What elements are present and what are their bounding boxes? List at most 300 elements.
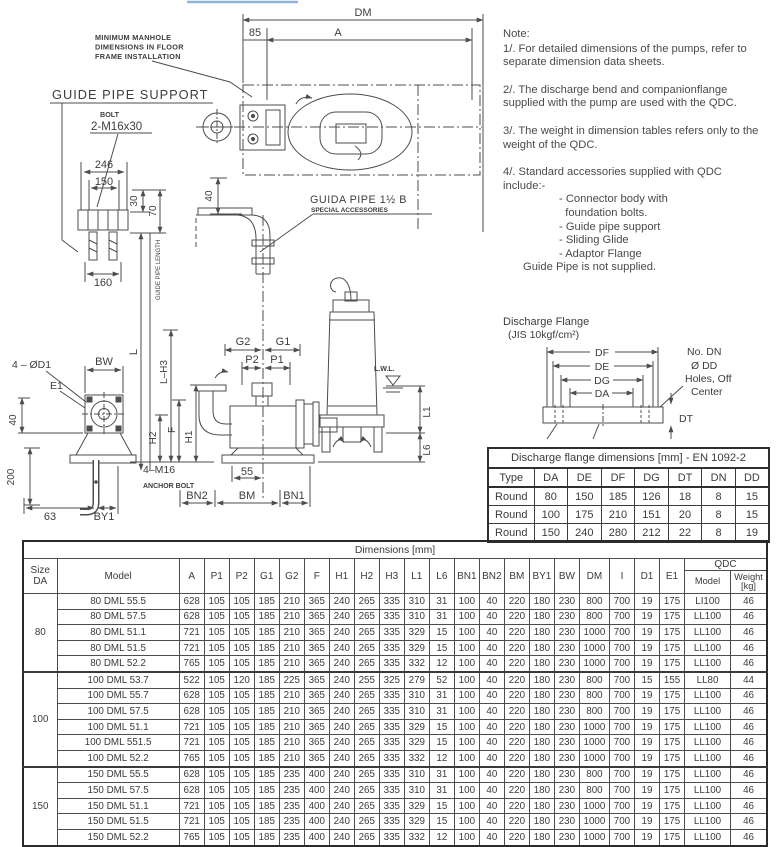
dim-a: A [334, 27, 342, 39]
dim-cell: 40 [479, 719, 504, 735]
dim-p1: P1 [270, 354, 284, 366]
dim-cell: 365 [304, 640, 329, 656]
dim-cell: 105 [229, 625, 254, 641]
dim-cell: 220 [504, 672, 529, 688]
dim-cell: 105 [204, 735, 229, 751]
dim-cell: LL100 [685, 750, 731, 766]
manhole-note-line3: FRAME INSTALLATION [95, 52, 181, 61]
dim-cell: 175 [659, 829, 684, 845]
dim-cell: 15 [429, 719, 454, 735]
dim-cell: 325 [379, 672, 404, 688]
dim-cell: 765 [179, 656, 204, 672]
dim-cell: 19 [634, 767, 659, 783]
dim-cell: LL100 [685, 609, 731, 625]
dim-cell: 100 [454, 640, 479, 656]
size-da-cell: 100 [23, 672, 57, 767]
flange-cell: Round [488, 487, 534, 506]
dim-200: 200 [6, 468, 17, 486]
flange-table-body [488, 487, 769, 542]
dim-cell: 31 [429, 609, 454, 625]
flange-col-header: DE [568, 468, 602, 487]
dim-cell: 240 [329, 829, 354, 845]
table-row [23, 814, 767, 830]
dim-cell: 332 [404, 750, 429, 766]
dim-cell: 46 [731, 594, 767, 610]
flange-cell: 185 [601, 487, 635, 506]
dim-cell: 335 [379, 783, 404, 799]
dim-cell: 31 [429, 688, 454, 704]
note-paragraph: 3/. The weight in dimension tables refers only to the weight of the QDC. [503, 124, 759, 151]
dim-cell: 310 [404, 609, 429, 625]
model-cell: 80 DML 51.1 [57, 625, 179, 641]
dim-cell: 230 [554, 704, 579, 720]
dim-cell: 175 [659, 735, 684, 751]
dim-cell: 40 [479, 640, 504, 656]
dim-cell: 230 [554, 767, 579, 783]
dim-cell: LL100 [685, 688, 731, 704]
dim-cell: 800 [579, 594, 609, 610]
dim-cell: 40 [479, 814, 504, 830]
dim-cell: 365 [304, 735, 329, 751]
dim-cell: 329 [404, 625, 429, 641]
dim-cell: 800 [579, 767, 609, 783]
dim-cell: 700 [609, 656, 634, 672]
dim-p2: P2 [245, 354, 259, 366]
dim-cell: 105 [204, 783, 229, 799]
col-header: BY1 [529, 559, 554, 594]
dim-cell: 721 [179, 719, 204, 735]
dim-cell: 210 [279, 640, 304, 656]
dim-cell: 19 [634, 735, 659, 751]
dim-cell: 180 [529, 735, 554, 751]
bolt-label: BOLT [100, 110, 120, 119]
dim-cell: 240 [329, 783, 354, 799]
dim-cell: 1000 [579, 735, 609, 751]
dim-cell: 19 [634, 609, 659, 625]
dim-cell: 100 [454, 750, 479, 766]
dim-cell: 19 [634, 625, 659, 641]
model-cell: 80 DML 55.5 [57, 594, 179, 610]
flange-cell: 210 [601, 506, 635, 524]
dim-cell: 240 [329, 688, 354, 704]
notes-paragraphs [503, 43, 765, 194]
model-cell: 150 DML 55.5 [57, 767, 179, 783]
dim-l-h3: L–H3 [159, 360, 170, 384]
dim-cell: 185 [254, 767, 279, 783]
table-row [23, 719, 767, 735]
dim-cell: 220 [504, 783, 529, 799]
dim-cell: 700 [609, 704, 634, 720]
dim-cell: 185 [254, 783, 279, 799]
dim-cell: 1000 [579, 719, 609, 735]
dim-cell: 240 [329, 719, 354, 735]
flange-label-holes: Holes, Off [685, 373, 732, 385]
notes-title: Note: [503, 28, 530, 40]
accessory-item: - Sliding Glide [559, 234, 629, 247]
dim-cell: 175 [659, 609, 684, 625]
dim-cell: 19 [634, 798, 659, 814]
dim-40-flange: 40 [8, 414, 19, 426]
dim-cell: 185 [254, 750, 279, 766]
dim-cell: 225 [279, 672, 304, 688]
dim-cell: 265 [354, 688, 379, 704]
dim-cell: 105 [229, 767, 254, 783]
dim-cell: 220 [504, 594, 529, 610]
dim-cell: 46 [731, 735, 767, 751]
dim-cell: 220 [504, 829, 529, 845]
dim-cell: 100 [454, 594, 479, 610]
dim-cell: 265 [354, 798, 379, 814]
dim-cell: 329 [404, 735, 429, 751]
dim-cell: 180 [529, 594, 554, 610]
dim-cell: 335 [379, 609, 404, 625]
dim-cell: 19 [634, 719, 659, 735]
flange-label-dn: No. DN [687, 346, 722, 358]
accessory-item: - Connector body with [559, 193, 668, 206]
dim-cell: 235 [279, 783, 304, 799]
dim-cell: 210 [279, 750, 304, 766]
dim-cell: 40 [479, 704, 504, 720]
dim-cell: 40 [479, 829, 504, 845]
col-header-size: Size DA [23, 559, 57, 594]
table-row [23, 688, 767, 704]
flange-dim-df: DF [595, 347, 609, 359]
dim-cell: 12 [429, 750, 454, 766]
dim-40-frame: 40 [204, 190, 215, 202]
special-accessories-label: SPECIAL ACCESSORIES [311, 207, 388, 214]
dim-cell: 185 [254, 609, 279, 625]
flange-col-header: DF [601, 468, 635, 487]
flange-cell: Round [488, 506, 534, 524]
qdc-subheader: Weight [kg] [731, 571, 767, 594]
dim-cell: 180 [529, 814, 554, 830]
dim-cell: 721 [179, 735, 204, 751]
dim-85: 85 [248, 27, 262, 39]
dim-30: 30 [129, 195, 140, 207]
dim-cell: 800 [579, 609, 609, 625]
dim-cell: 180 [529, 704, 554, 720]
flange-row [488, 487, 769, 506]
dim-cell: 105 [204, 829, 229, 845]
dim-cell: 105 [229, 704, 254, 720]
dim-cell: 800 [579, 688, 609, 704]
dim-cell: 185 [254, 594, 279, 610]
col-header: D1 [634, 559, 659, 594]
flange-table [487, 447, 770, 543]
dim-cell: 46 [731, 719, 767, 735]
col-header: A [179, 559, 204, 594]
dim-cell: 180 [529, 640, 554, 656]
dim-cell: 400 [304, 829, 329, 845]
dim-cell: 100 [454, 798, 479, 814]
dim-cell: 40 [479, 594, 504, 610]
dim-cell: 46 [731, 829, 767, 845]
dim-cell: 1000 [579, 798, 609, 814]
model-cell: 80 DML 52.2 [57, 656, 179, 672]
dim-cell: 265 [354, 735, 379, 751]
flange-cell: 100 [534, 506, 568, 524]
flange-cell: 15 [735, 487, 769, 506]
bolt-size-label: 2-M16x30 [91, 121, 143, 133]
flange-col-header: DD [735, 468, 769, 487]
dim-cell: 105 [204, 594, 229, 610]
dim-cell: 19 [634, 704, 659, 720]
dim-cell: 240 [329, 625, 354, 641]
dim-cell: 15 [429, 735, 454, 751]
dim-cell: 365 [304, 704, 329, 720]
dim-cell: 700 [609, 594, 634, 610]
flange-cell: 8 [702, 506, 736, 524]
model-cell: 100 DML 52.2 [57, 750, 179, 766]
dim-cell: 1000 [579, 625, 609, 641]
table-row [23, 656, 767, 672]
flange-cell: 212 [635, 524, 669, 543]
dim-cell: 19 [634, 656, 659, 672]
dim-cell: LL80 [685, 672, 731, 688]
dim-cell: 180 [529, 767, 554, 783]
dim-cell: 180 [529, 829, 554, 845]
dim-cell: 100 [454, 672, 479, 688]
dim-cell: 240 [329, 609, 354, 625]
dim-cell: 185 [254, 735, 279, 751]
dim-cell: 329 [404, 640, 429, 656]
dim-cell: 105 [229, 783, 254, 799]
dim-cell: LL100 [685, 798, 731, 814]
dim-cell: 175 [659, 594, 684, 610]
flange-col-header: Type [488, 468, 534, 487]
flange-dim-dt: DT [679, 413, 693, 425]
dim-cell: 335 [379, 814, 404, 830]
table-row [23, 672, 767, 688]
col-header: E1 [659, 559, 684, 594]
dim-cell: 175 [659, 704, 684, 720]
col-header: L6 [429, 559, 454, 594]
model-cell: 80 DML 57.5 [57, 609, 179, 625]
accessory-item: - Adaptor Flange [559, 247, 642, 260]
manhole-note-line1: MINIMUM MANHOLE [95, 33, 172, 42]
col-header: BN1 [454, 559, 479, 594]
dim-cell: 105 [204, 767, 229, 783]
flange-cell: 150 [568, 487, 602, 506]
dim-cell: 15 [634, 672, 659, 688]
dim-cell: 628 [179, 594, 204, 610]
dim-cell: 335 [379, 656, 404, 672]
dim-cell: 105 [229, 719, 254, 735]
dim-cell: 100 [454, 609, 479, 625]
dim-150: 150 [94, 176, 114, 188]
flange-dim-da: DA [594, 388, 610, 400]
dim-cell: 265 [354, 594, 379, 610]
dim-cell: 220 [504, 656, 529, 672]
table-row [23, 594, 767, 610]
dim-cell: 105 [204, 656, 229, 672]
dim-cell: 185 [254, 625, 279, 641]
dim-cell: 335 [379, 704, 404, 720]
dim-cell: 175 [659, 767, 684, 783]
dim-cell: 230 [554, 735, 579, 751]
dim-cell: 175 [659, 814, 684, 830]
qdc-subheader: Model [685, 571, 731, 594]
dim-cell: 105 [204, 704, 229, 720]
dim-cell: 332 [404, 829, 429, 845]
col-header: G1 [254, 559, 279, 594]
dimensions-table [22, 540, 768, 847]
dim-cell: 235 [279, 814, 304, 830]
dim-cell: 329 [404, 719, 429, 735]
dim-cell: 700 [609, 783, 634, 799]
notes-panel [503, 28, 765, 275]
dim-cell: 335 [379, 750, 404, 766]
flange-label-dd: Ø DD [691, 360, 718, 372]
dim-cell: 105 [204, 688, 229, 704]
dim-cell: 40 [479, 783, 504, 799]
flange-cell: 80 [534, 487, 568, 506]
anchor-label-qty: 4–M16 [143, 464, 176, 476]
table-row [23, 750, 767, 766]
dim-cell: 180 [529, 719, 554, 735]
dim-cell: 230 [554, 783, 579, 799]
dim-cell: 40 [479, 672, 504, 688]
dim-cell: LL100 [685, 656, 731, 672]
dim-cell: 220 [504, 798, 529, 814]
flange-cell: 8 [702, 487, 736, 506]
flange-cell: 18 [668, 487, 702, 506]
table-row [23, 704, 767, 720]
dim-dm: DM [354, 7, 372, 19]
dim-cell: 365 [304, 688, 329, 704]
dim-cell: 40 [479, 750, 504, 766]
table-row [23, 625, 767, 641]
dimensions-table-title: Dimensions [mm] [23, 541, 767, 559]
dim-cell: 700 [609, 640, 634, 656]
dim-cell: LL100 [685, 625, 731, 641]
dim-header-row [23, 559, 767, 571]
dim-cell: 180 [529, 609, 554, 625]
dim-cell: 230 [554, 798, 579, 814]
dim-cell: 700 [609, 719, 634, 735]
dim-cell: 19 [634, 829, 659, 845]
dim-cell: 105 [229, 640, 254, 656]
table-row [23, 735, 767, 751]
dim-cell: 15 [429, 640, 454, 656]
dim-cell: 185 [254, 672, 279, 688]
dim-cell: 31 [429, 704, 454, 720]
dim-cell: 240 [329, 750, 354, 766]
flange-cell: Round [488, 524, 534, 543]
table-row [23, 783, 767, 799]
flange-title: Discharge Flange [503, 316, 590, 328]
dim-cell: 1000 [579, 750, 609, 766]
dim-cell: 240 [329, 640, 354, 656]
dim-cell: LI100 [685, 594, 731, 610]
dim-cell: 335 [379, 798, 404, 814]
dim-cell: 721 [179, 625, 204, 641]
dim-cell: 721 [179, 798, 204, 814]
dim-cell: 279 [404, 672, 429, 688]
dim-cell: 220 [504, 767, 529, 783]
dim-cell: 175 [659, 625, 684, 641]
dim-cell: 210 [279, 735, 304, 751]
dim-cell: 15 [429, 798, 454, 814]
dim-cell: LL100 [685, 829, 731, 845]
dim-4-od1: 4 – ØD1 [12, 359, 52, 371]
flange-cell: 8 [702, 524, 736, 543]
dim-cell: 255 [354, 672, 379, 688]
dim-cell: 365 [304, 609, 329, 625]
flange-col-header: DA [534, 468, 568, 487]
col-header: I [609, 559, 634, 594]
dim-cell: 240 [329, 798, 354, 814]
dim-cell: 628 [179, 767, 204, 783]
dim-cell: 31 [429, 783, 454, 799]
dim-l: L [128, 348, 140, 356]
dim-cell: 628 [179, 704, 204, 720]
col-header: H2 [354, 559, 379, 594]
col-header-model: Model [57, 559, 179, 594]
dim-cell: 265 [354, 750, 379, 766]
dim-cell: 721 [179, 640, 204, 656]
dim-cell: 105 [204, 750, 229, 766]
table-row [23, 829, 767, 845]
dim-63: 63 [43, 511, 57, 523]
dim-cell: 46 [731, 814, 767, 830]
col-header: DM [579, 559, 609, 594]
dim-cell: 800 [579, 704, 609, 720]
dim-cell: 185 [254, 640, 279, 656]
dim-cell: 175 [659, 798, 684, 814]
dim-cell: 335 [379, 594, 404, 610]
col-header: H3 [379, 559, 404, 594]
dim-cell: 105 [229, 688, 254, 704]
dim-cell: 100 [454, 656, 479, 672]
dim-cell: 220 [504, 688, 529, 704]
dim-cell: 335 [379, 640, 404, 656]
dim-cell: 230 [554, 750, 579, 766]
model-cell: 150 DML 57.5 [57, 783, 179, 799]
dim-cell: 46 [731, 783, 767, 799]
dim-cell: 210 [279, 656, 304, 672]
dim-h2: H2 [148, 431, 159, 445]
flange-header-row [488, 468, 769, 487]
table-row [23, 640, 767, 656]
dim-cell: 105 [204, 609, 229, 625]
dim-cell: 365 [304, 719, 329, 735]
flange-row [488, 506, 769, 524]
dim-bn1: BN1 [283, 490, 305, 502]
dim-cell: 12 [429, 656, 454, 672]
dim-cell: 40 [479, 688, 504, 704]
dim-cell: 700 [609, 829, 634, 845]
dim-cell: 335 [379, 719, 404, 735]
guide-pipe-length-label: GUIDE PIPE LENGTH [156, 239, 162, 301]
dim-cell: 180 [529, 688, 554, 704]
dim-cell: 52 [429, 672, 454, 688]
dim-cell: 700 [609, 688, 634, 704]
dim-cell: 105 [229, 798, 254, 814]
dim-cell: 19 [634, 814, 659, 830]
dim-cell: 175 [659, 750, 684, 766]
model-cell: 150 DML 51.5 [57, 814, 179, 830]
dim-cell: 230 [554, 672, 579, 688]
dim-cell: 1000 [579, 656, 609, 672]
dim-cell: 46 [731, 798, 767, 814]
dim-cell: 265 [354, 814, 379, 830]
dim-cell: 265 [354, 829, 379, 845]
dim-cell: 310 [404, 594, 429, 610]
dim-cell: 230 [554, 719, 579, 735]
flange-cell: 20 [668, 506, 702, 524]
dim-cell: 46 [731, 640, 767, 656]
